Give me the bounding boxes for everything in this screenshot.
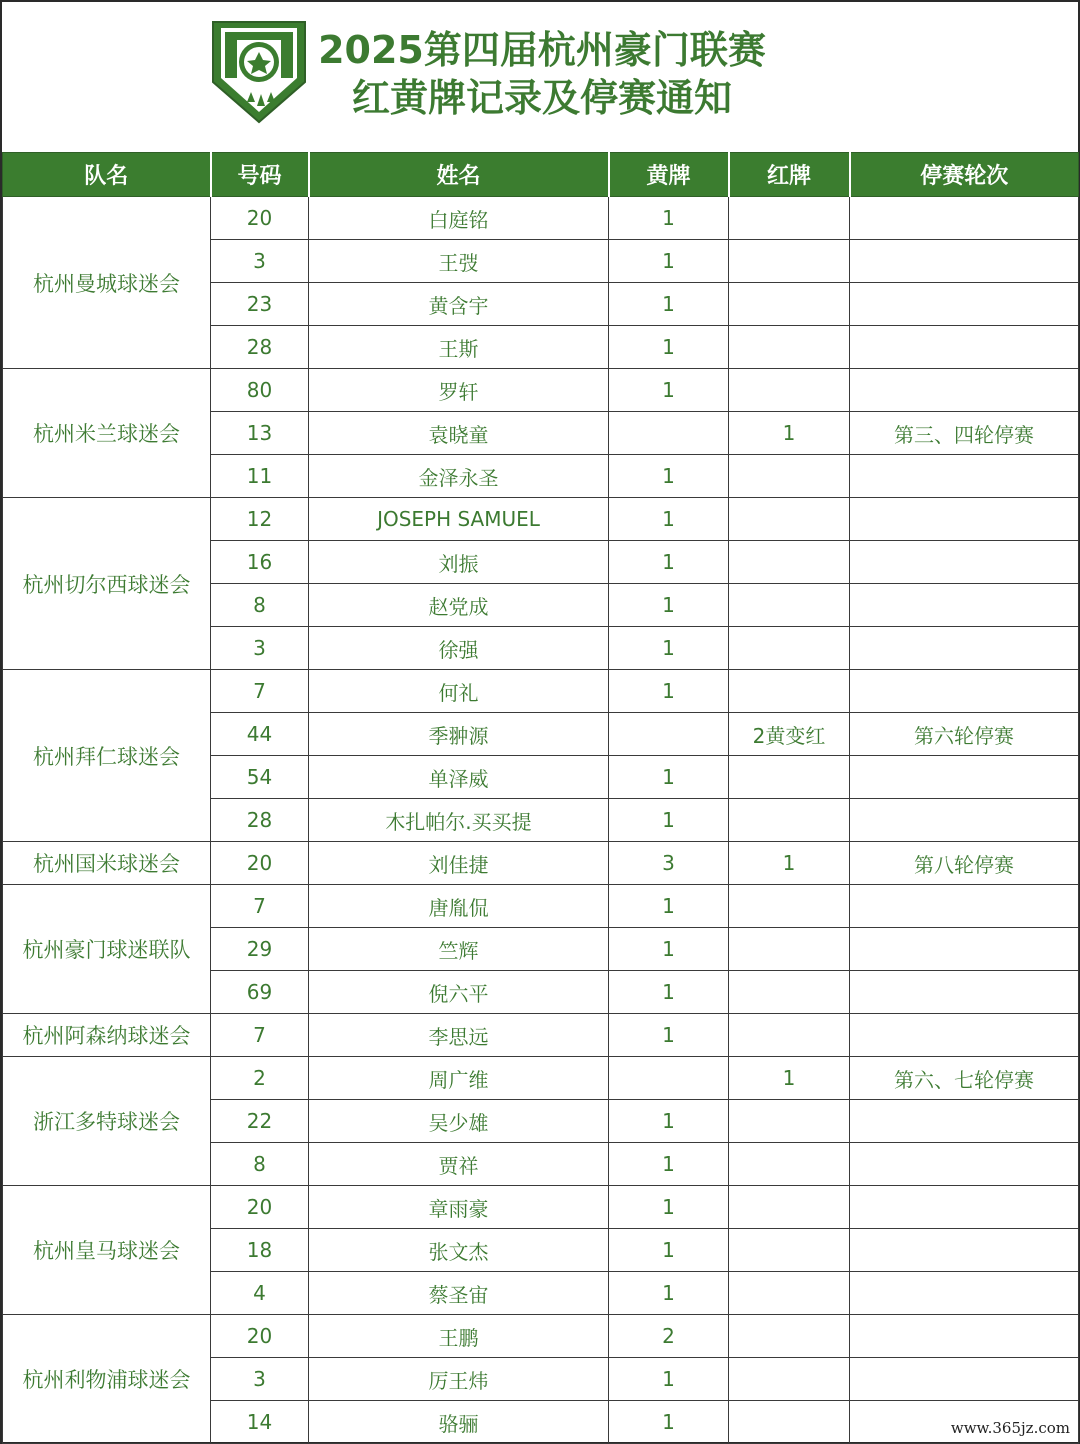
player-number-cell: 29 (211, 928, 309, 971)
yellow-card-cell: 1 (609, 799, 729, 842)
header (2, 2, 1078, 152)
red-card-cell (729, 1401, 850, 1444)
suspension-cell: 第六轮停赛 (850, 713, 1079, 756)
player-number-cell: 20 (211, 197, 309, 240)
suspension-cell: 第八轮停赛 (850, 842, 1079, 885)
red-card-cell (729, 541, 850, 584)
player-name-cell: 刘振 (309, 541, 609, 584)
column-header-team: 队名 (3, 153, 211, 197)
player-name-cell: 周广维 (309, 1057, 609, 1100)
table-row (3, 197, 1079, 240)
red-card-cell (729, 1186, 850, 1229)
player-name-cell: 刘佳捷 (309, 842, 609, 885)
player-number-cell: 16 (211, 541, 309, 584)
player-name-cell: 何礼 (309, 670, 609, 713)
player-name-cell: 赵党成 (309, 584, 609, 627)
player-number-cell: 3 (211, 240, 309, 283)
suspension-cell (850, 455, 1079, 498)
yellow-card-cell: 1 (609, 928, 729, 971)
player-number-cell: 7 (211, 885, 309, 928)
player-number-cell: 18 (211, 1229, 309, 1272)
yellow-card-cell: 1 (609, 498, 729, 541)
yellow-card-cell: 1 (609, 326, 729, 369)
yellow-card-cell: 1 (609, 1401, 729, 1444)
yellow-card-cell: 1 (609, 885, 729, 928)
red-card-cell (729, 283, 850, 326)
team-name-cell: 杭州切尔西球迷会 (3, 498, 211, 670)
table-row (3, 498, 1079, 541)
red-card-cell (729, 240, 850, 283)
player-name-cell: 徐强 (309, 627, 609, 670)
suspension-cell (850, 885, 1079, 928)
yellow-card-cell: 1 (609, 670, 729, 713)
column-header-suspension: 停赛轮次 (850, 153, 1079, 197)
yellow-card-cell: 2 (609, 1315, 729, 1358)
yellow-card-cell: 1 (609, 1100, 729, 1143)
player-number-cell: 3 (211, 1358, 309, 1401)
player-number-cell: 12 (211, 498, 309, 541)
suspension-cell (850, 799, 1079, 842)
suspension-cell (850, 756, 1079, 799)
suspension-cell (850, 1358, 1079, 1401)
column-header-yellow: 黄牌 (609, 153, 729, 197)
player-name-cell: 李思远 (309, 1014, 609, 1057)
yellow-card-cell (609, 713, 729, 756)
page-title (302, 26, 782, 122)
player-name-cell: 唐胤侃 (309, 885, 609, 928)
red-card-cell (729, 1014, 850, 1057)
suspension-cell (850, 1100, 1079, 1143)
suspension-cell (850, 928, 1079, 971)
player-name-cell: 吴少雄 (309, 1100, 609, 1143)
player-name-cell: 季翀源 (309, 713, 609, 756)
suspension-cell (850, 1272, 1079, 1315)
red-card-cell: 1 (729, 412, 850, 455)
red-card-cell (729, 627, 850, 670)
player-number-cell: 3 (211, 627, 309, 670)
player-name-cell: 倪六平 (309, 971, 609, 1014)
player-number-cell: 7 (211, 1014, 309, 1057)
red-card-cell (729, 1229, 850, 1272)
table-row (3, 670, 1079, 713)
team-name-cell: 杭州利物浦球迷会 (3, 1315, 211, 1444)
player-name-cell: 蔡圣宙 (309, 1272, 609, 1315)
red-card-cell (729, 1272, 850, 1315)
red-card-cell (729, 756, 850, 799)
player-number-cell: 13 (211, 412, 309, 455)
team-name-cell: 杭州拜仁球迷会 (3, 670, 211, 842)
player-number-cell: 20 (211, 842, 309, 885)
player-name-cell: 竺辉 (309, 928, 609, 971)
yellow-card-cell: 1 (609, 1143, 729, 1186)
player-number-cell: 44 (211, 713, 309, 756)
player-number-cell: 20 (211, 1315, 309, 1358)
yellow-card-cell: 1 (609, 541, 729, 584)
red-card-cell (729, 455, 850, 498)
player-number-cell: 8 (211, 584, 309, 627)
red-card-cell: 2黄变红 (729, 713, 850, 756)
suspension-cell: 第三、四轮停赛 (850, 412, 1079, 455)
red-card-cell (729, 197, 850, 240)
suspension-cell (850, 283, 1079, 326)
column-header-red: 红牌 (729, 153, 850, 197)
suspension-cell (850, 326, 1079, 369)
yellow-card-cell: 1 (609, 627, 729, 670)
suspension-cell (850, 1014, 1079, 1057)
suspension-cell (850, 1229, 1079, 1272)
yellow-card-cell: 1 (609, 971, 729, 1014)
player-name-cell: 罗轩 (309, 369, 609, 412)
yellow-card-cell: 1 (609, 1272, 729, 1315)
yellow-card-cell (609, 1057, 729, 1100)
suspension-cell (850, 240, 1079, 283)
suspension-cell (850, 670, 1079, 713)
suspension-cell (850, 197, 1079, 240)
suspension-cell (850, 1143, 1079, 1186)
yellow-card-cell: 1 (609, 584, 729, 627)
watermark: www.365jz.com (950, 1419, 1070, 1437)
player-name-cell: 骆骊 (309, 1401, 609, 1444)
suspension-cell (850, 971, 1079, 1014)
player-number-cell: 11 (211, 455, 309, 498)
red-card-cell (729, 584, 850, 627)
red-card-cell (729, 326, 850, 369)
red-card-cell (729, 928, 850, 971)
player-name-cell: 黄含宇 (309, 283, 609, 326)
player-number-cell: 20 (211, 1186, 309, 1229)
red-card-cell (729, 885, 850, 928)
title-line-1: 2025第四届杭州豪门联赛 (318, 28, 766, 72)
suspension-cell: 第六、七轮停赛 (850, 1057, 1079, 1100)
yellow-card-cell: 1 (609, 240, 729, 283)
suspension-cell (850, 1186, 1079, 1229)
suspension-cell (850, 584, 1079, 627)
player-name-cell: 单泽威 (309, 756, 609, 799)
red-card-cell (729, 1358, 850, 1401)
red-card-cell (729, 498, 850, 541)
yellow-card-cell: 1 (609, 1358, 729, 1401)
table-row (3, 842, 1079, 885)
player-number-cell: 2 (211, 1057, 309, 1100)
player-number-cell: 23 (211, 283, 309, 326)
player-number-cell: 8 (211, 1143, 309, 1186)
player-number-cell: 80 (211, 369, 309, 412)
team-name-cell: 杭州阿森纳球迷会 (3, 1014, 211, 1057)
player-name-cell: 张文杰 (309, 1229, 609, 1272)
table-row (3, 1315, 1079, 1358)
player-number-cell: 22 (211, 1100, 309, 1143)
player-name-cell: 章雨豪 (309, 1186, 609, 1229)
player-number-cell: 4 (211, 1272, 309, 1315)
yellow-card-cell: 3 (609, 842, 729, 885)
column-header-name: 姓名 (309, 153, 609, 197)
team-name-cell: 杭州米兰球迷会 (3, 369, 211, 498)
league-logo-icon (209, 16, 309, 126)
suspension-cell (850, 541, 1079, 584)
player-name-cell: 王斯 (309, 326, 609, 369)
red-card-cell: 1 (729, 1057, 850, 1100)
player-name-cell: 白庭铭 (309, 197, 609, 240)
red-card-cell: 1 (729, 842, 850, 885)
team-name-cell: 杭州皇马球迷会 (3, 1186, 211, 1315)
player-name-cell: JOSEPH SAMUEL (309, 498, 609, 541)
table-row (3, 369, 1079, 412)
red-card-cell (729, 1315, 850, 1358)
red-card-cell (729, 1143, 850, 1186)
yellow-card-cell: 1 (609, 455, 729, 498)
red-card-cell (729, 1100, 850, 1143)
cards-table (2, 152, 1079, 1444)
suspension-cell (850, 369, 1079, 412)
suspension-cell (850, 1315, 1079, 1358)
player-number-cell: 54 (211, 756, 309, 799)
player-name-cell: 金泽永圣 (309, 455, 609, 498)
suspension-cell (850, 498, 1079, 541)
player-number-cell: 14 (211, 1401, 309, 1444)
red-card-cell (729, 369, 850, 412)
suspension-cell (850, 627, 1079, 670)
yellow-card-cell: 1 (609, 197, 729, 240)
yellow-card-cell: 1 (609, 1229, 729, 1272)
team-name-cell: 杭州豪门球迷联队 (3, 885, 211, 1014)
player-name-cell: 王鹏 (309, 1315, 609, 1358)
player-number-cell: 7 (211, 670, 309, 713)
table-row (3, 885, 1079, 928)
yellow-card-cell: 1 (609, 756, 729, 799)
team-name-cell: 杭州国米球迷会 (3, 842, 211, 885)
player-number-cell: 28 (211, 799, 309, 842)
table-row (3, 1057, 1079, 1100)
column-header-number: 号码 (211, 153, 309, 197)
player-number-cell: 28 (211, 326, 309, 369)
red-card-cell (729, 971, 850, 1014)
player-name-cell: 厉王炜 (309, 1358, 609, 1401)
player-name-cell: 王弢 (309, 240, 609, 283)
yellow-card-cell: 1 (609, 283, 729, 326)
player-name-cell: 袁晓童 (309, 412, 609, 455)
team-name-cell: 浙江多特球迷会 (3, 1057, 211, 1186)
yellow-card-cell: 1 (609, 369, 729, 412)
table-body (3, 197, 1079, 1444)
table-row (3, 1186, 1079, 1229)
table-header-row (3, 153, 1079, 197)
yellow-card-cell (609, 412, 729, 455)
yellow-card-cell: 1 (609, 1014, 729, 1057)
yellow-card-cell: 1 (609, 1186, 729, 1229)
player-name-cell: 木扎帕尔.买买提 (309, 799, 609, 842)
team-name-cell: 杭州曼城球迷会 (3, 197, 211, 369)
table-row (3, 1014, 1079, 1057)
red-card-cell (729, 799, 850, 842)
player-name-cell: 贾祥 (309, 1143, 609, 1186)
title-line-2: 红黄牌记录及停赛通知 (351, 76, 732, 120)
player-number-cell: 69 (211, 971, 309, 1014)
red-card-cell (729, 670, 850, 713)
